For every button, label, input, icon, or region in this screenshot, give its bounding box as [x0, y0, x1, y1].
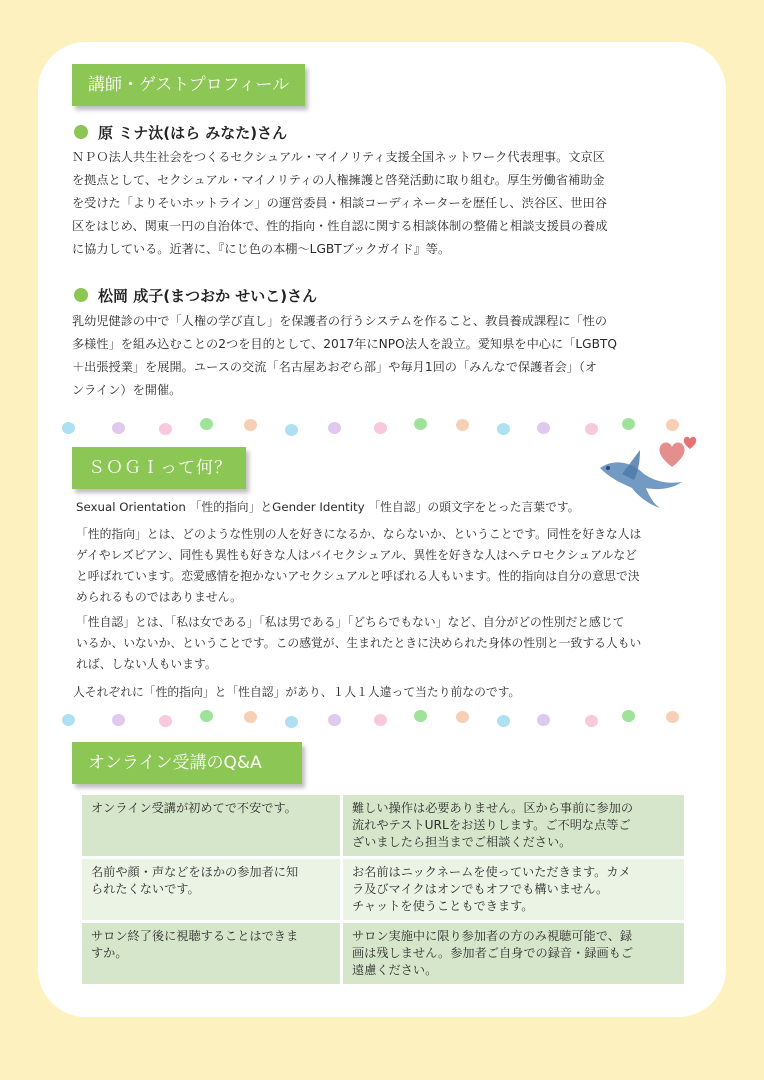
qa-question: 名前や顔・声などをほかの参加者に知 られたくないです。: [82, 859, 343, 923]
decorative-dot: [112, 422, 125, 434]
decorative-dot: [200, 710, 213, 722]
decorative-dot: [456, 419, 469, 431]
decorative-dot: [244, 711, 257, 723]
qa-heading: オンライン受講のQ&A: [72, 742, 302, 784]
person-name-2: 松岡 成子(まつおか せいこ)さん: [74, 285, 317, 306]
decorative-dot: [666, 419, 679, 431]
decorative-dot: [456, 711, 469, 723]
bullet-icon: [74, 288, 88, 302]
sogi-paragraph-2: 「性自認」とは、「私は女である」「私は男である」「どちらでもない」など、自分がどの性別だと感じて いるか、いないか、ということです。この感覚が、生まれたときに決められた身体の性別と一致する人もい れば、しない人もいます。: [76, 615, 642, 671]
decorative-dot: [159, 715, 172, 727]
decorative-dot: [666, 711, 679, 723]
sogi-intro: Sexual Orientation 「性的指向」とGender Identity 「性自認」の頭文字をとった言葉です。: [76, 500, 580, 514]
dot-divider-2: [62, 708, 702, 730]
decorative-dot: [497, 715, 510, 727]
decorative-dot: [374, 714, 387, 726]
decorative-dot: [112, 714, 125, 726]
person-bio-1: ＮＰＯ法人共生社会をつくるセクシュアル・マイノリティ支援全国ネットワーク代表理事。文京区 を拠点として、セクシュアル・マイノリティの人権擁護と啓発活動に取り組む。厚生労働省補助金 を受けた「よりそいホットライン」の運営委員・相談コーディネーターを歴任し、渋谷区、世田谷 区をはじめ、関東一円の自治体で、性的指向・性自認に関する相談体制の整備と相談支援員の養成 に協力している。近著に、『にじ色の本棚～LGBTブックガイド』等。: [72, 150, 608, 256]
qa-row: [82, 795, 684, 859]
sogi-paragraph-1: 「性的指向」とは、どのような性別の人を好きになるか、ならないか、ということです。同性を好きな人は ゲイやレズビアン、同性も異性も好きな人はバイセクシュアル、異性を好きな人はヘテロセクシュアルなど と呼ばれています。恋愛感情を抱かないアセクシュアルと呼ばれる人もいます。性的指向は自分の意思で決 められるものではありません。: [76, 527, 642, 604]
qa-question: サロン終了後に視聴することはできま すか。: [82, 923, 343, 987]
decorative-dot: [328, 714, 341, 726]
qa-answer: サロン実施中に限り参加者の方のみ視聴可能で、録 画は残しません。参加者ご自身での録音・録画もご 遠慮ください。: [343, 923, 684, 987]
qa-row: [82, 859, 684, 923]
sogi-heading: ＳＯＧＩって何？: [72, 447, 246, 489]
decorative-dot: [62, 422, 75, 434]
qa-table: [82, 795, 684, 987]
decorative-dot: [285, 424, 298, 436]
qa-row: [82, 923, 684, 987]
bullet-icon: [74, 125, 88, 139]
decorative-dot: [414, 418, 427, 430]
qa-answer: お名前はニックネームを使っていただきます。カメ ラ及びマイクはオンでもオフでも構いません。 チャットを使うこともできます。: [343, 859, 684, 923]
decorative-dot: [414, 710, 427, 722]
decorative-dot: [537, 422, 550, 434]
dot-divider-1: [62, 416, 702, 438]
decorative-dot: [585, 715, 598, 727]
person-bio-2: 乳幼児健診の中で「人権の学び直し」を保護者の行うシステムを作ること、教員養成課程に「性の 多様性」を組み込むことの2つを目的として、2017年にNPO法人を設立。愛知県を中心に「LGBTQ ＋出張授業」を展開。ユースの交流「名古屋あおぞら部」や毎月1回の「みんなで保護者会」（オ ンライン）を開催。: [72, 314, 617, 397]
decorative-dot: [285, 716, 298, 728]
decorative-dot: [622, 710, 635, 722]
decorative-dot: [497, 423, 510, 435]
decorative-dot: [62, 714, 75, 726]
decorative-dot: [374, 422, 387, 434]
qa-question: オンライン受講が初めてで不安です。: [82, 795, 343, 859]
decorative-dot: [622, 418, 635, 430]
qa-answer: 難しい操作は必要ありません。区から事前に参加の 流れやテストURLをお送りします。ご不明な点等ご ざいましたら担当までご相談ください。: [343, 795, 684, 859]
person-name-1: 原 ミナ汰(はら みなた)さん: [74, 122, 287, 143]
decorative-dot: [244, 419, 257, 431]
hearts-illustration: [658, 433, 700, 469]
decorative-dot: [537, 714, 550, 726]
decorative-dot: [200, 418, 213, 430]
decorative-dot: [328, 422, 341, 434]
decorative-dot: [159, 423, 172, 435]
profile-heading: 講師・ゲストプロフィール: [72, 64, 305, 106]
decorative-dot: [585, 423, 598, 435]
sogi-paragraph-3: 人それぞれに「性的指向」と「性自認」があり、１人１人違って当たり前なのです。: [73, 685, 521, 699]
